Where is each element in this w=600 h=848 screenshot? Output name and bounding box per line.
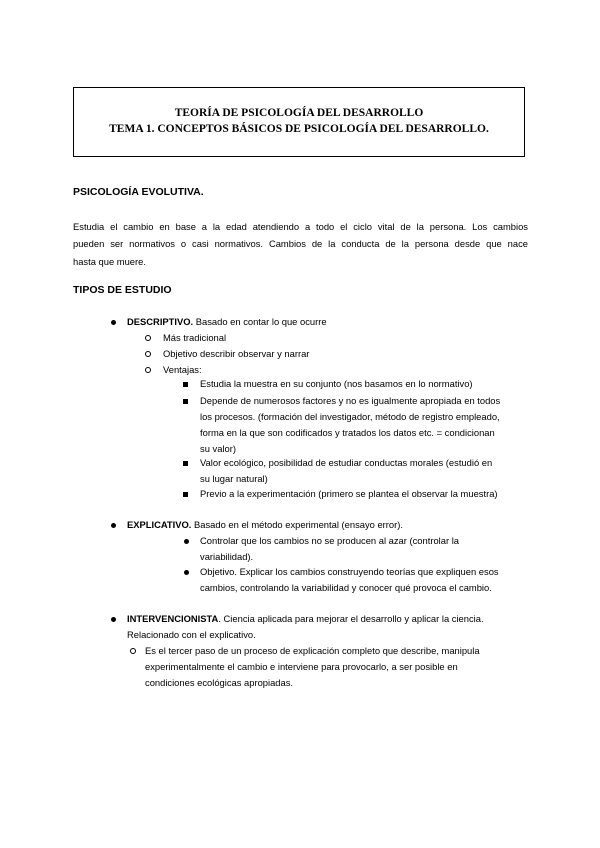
ventaja-1: Estudia la muestra en su conjunto (nos basamos en lo normativo) (200, 378, 473, 389)
bullet-disc (184, 539, 189, 544)
label-descriptivo: DESCRIPTIVO. (127, 316, 194, 327)
ventaja-2-line4: su valor) (200, 443, 236, 454)
label-explicativo: EXPLICATIVO. (127, 519, 192, 530)
intervencionista-sub-line1: Es el tercer paso de un proceso de explicación completo que describe, manipula (145, 645, 480, 656)
paragraph-line-3: hasta que muere. (73, 256, 146, 267)
sub-item-tradicional: Más tradicional (163, 332, 227, 343)
bullet-disc (111, 320, 116, 325)
item-descriptivo (127, 316, 327, 327)
ventaja-3-line1: Valor ecológico, posibilidad de estudiar conductas morales (estudió en (200, 457, 493, 468)
bullet-square (183, 399, 188, 404)
bullet-disc (111, 523, 116, 528)
paragraph-line-2: pueden ser normativos o casi normativos. Cambios de la conducta de la persona desde que nace (73, 238, 528, 249)
sub-item-objetivo: Objetivo describir observar y narrar (163, 348, 310, 359)
title-box (73, 87, 525, 157)
heading-tipos-de-estudio: TIPOS DE ESTUDIO (73, 284, 172, 296)
text-intervencionista: . Ciencia aplicada para mejorar el desarrollo y aplicar la ciencia. (218, 613, 484, 624)
text-explicativo: Basado en el método experimental (ensayo error). (191, 519, 403, 530)
ventaja-3-line2: su lugar natural) (200, 473, 268, 484)
document-title: TEORÍA DE PSICOLOGÍA DEL DESARROLLO (174, 107, 424, 119)
bullet-circle (145, 351, 151, 357)
bullet-square (183, 461, 188, 466)
topic-title: TEMA 1. CONCEPTOS BÁSICOS DE PSICOLOGÍA DEL DESARROLLO. (109, 123, 489, 135)
item-intervencionista (127, 613, 484, 624)
explicativo-sub-2-line1: Objetivo. Explicar los cambios construyendo teorías que expliquen esos (200, 566, 499, 577)
ventaja-4: Previo a la experimentación (primero se plantea el observar la muestra) (200, 488, 498, 499)
ventaja-2-line2: los procesos. (formación del investigador, método de registro empleado, (200, 411, 500, 422)
bullet-circle (145, 367, 151, 373)
paragraph-line-1: Estudia el cambio en base a la edad atendiendo a todo el ciclo vital de la persona. Los cambios (73, 221, 528, 232)
bullet-square (183, 492, 188, 497)
bullet-square (183, 382, 188, 387)
item-explicativo (127, 519, 403, 530)
bullet-disc (184, 570, 189, 575)
heading-psicologia-evolutiva: PSICOLOGÍA EVOLUTIVA. (73, 186, 204, 198)
ventaja-2-line1: Depende de numerosos factores y no es igualmente apropiada en todos (200, 395, 501, 406)
intervencionista-line2: Relacionado con el explicativo. (127, 629, 256, 640)
explicativo-sub-2-line2: cambios, controlando la variabilidad y conocer qué provoca el cambio. (200, 582, 492, 593)
sub-item-ventajas: Ventajas: (163, 364, 202, 375)
label-intervencionista: INTERVENCIONISTA (127, 613, 219, 624)
intervencionista-sub-line3: condiciones ecológicas apropiadas. (145, 677, 294, 688)
text-descriptivo: Basado en contar lo que ocurre (193, 316, 327, 327)
bullet-circle (130, 648, 136, 654)
explicativo-sub-1-line2: variabilidad). (200, 551, 254, 562)
intervencionista-sub-line2: experimentalmente el cambio e interviene para provocarlo, a ser posible en (145, 661, 458, 672)
bullet-circle (145, 335, 151, 341)
explicativo-sub-1-line1: Controlar que los cambios no se producen al azar (controlar la (200, 535, 459, 546)
ventaja-2-line3: forma en la que son codificados y tratados los datos etc. = condicionan (200, 427, 495, 438)
bullet-disc (111, 617, 116, 622)
